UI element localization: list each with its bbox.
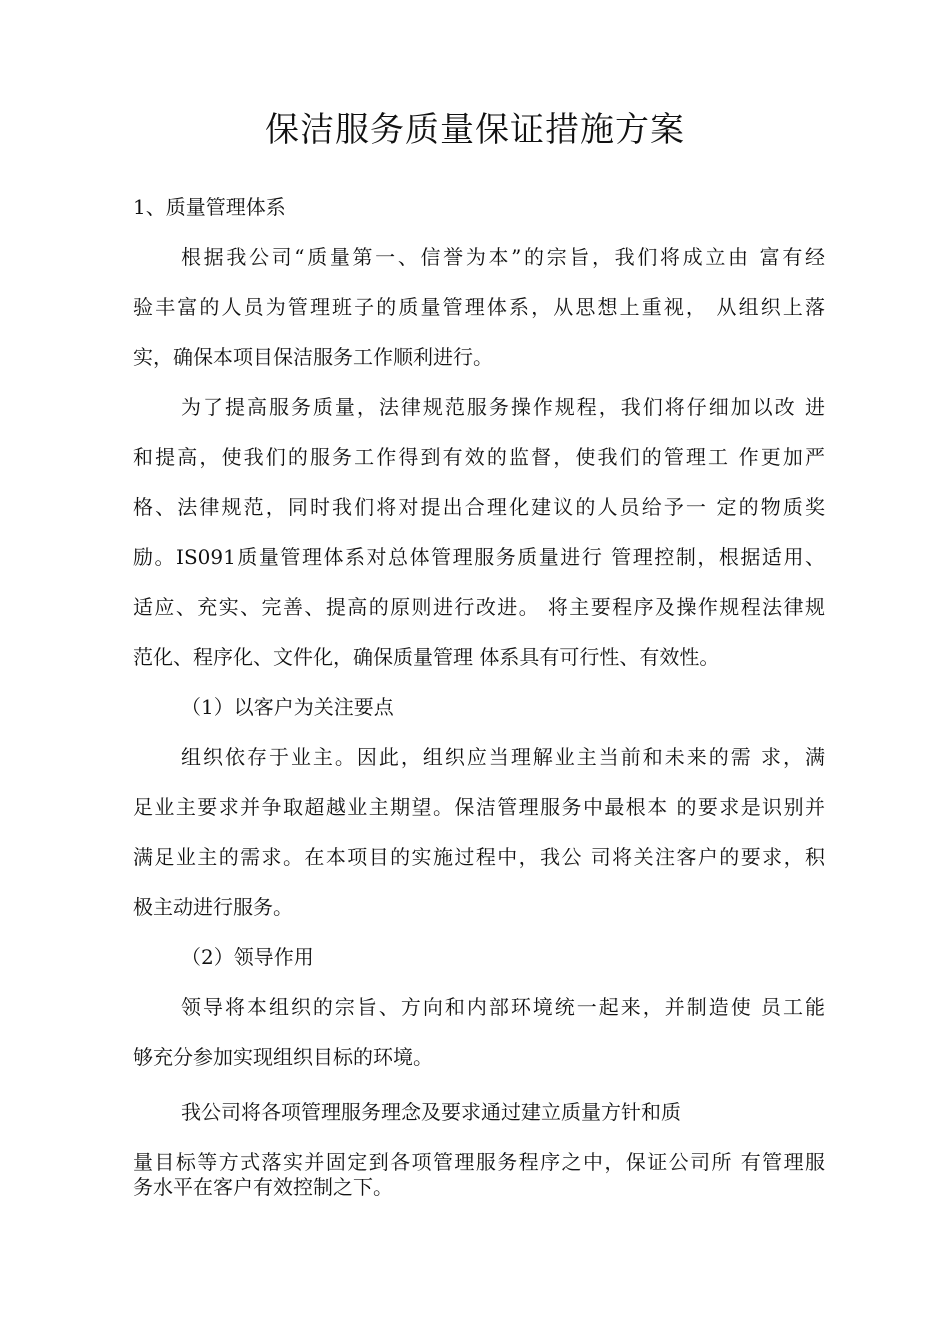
paragraph-line: 务水平在客户有效控制之下。 bbox=[133, 1175, 393, 1199]
paragraph-line: 范化、程序化、文件化，确保质量管理 体系具有可行性、有效性。 bbox=[133, 645, 720, 669]
paragraph-line: 足业主要求并争取超越业主期望。保洁管理服务中最根本 的要求是识别并 bbox=[133, 795, 825, 819]
paragraph-line: 量目标等方式落实并固定到各项管理服务程序之中，保证公司所 有管理服 bbox=[133, 1150, 825, 1174]
paragraph-line: 和提高，使我们的服务工作得到有效的监督，使我们的管理工 作更加严 bbox=[133, 445, 825, 469]
paragraph-line: 领导将本组织的宗旨、方向和内部环境统一起来，并制造使 员工能 bbox=[181, 995, 825, 1019]
subheading-customer-focus: （1）以客户为关注要点 bbox=[181, 695, 394, 719]
paragraph-line: 我公司将各项管理服务理念及要求通过建立质量方针和质 bbox=[181, 1100, 681, 1124]
paragraph-line: 够充分参加实现组织目标的环境。 bbox=[133, 1045, 433, 1069]
paragraph-line: 极主动进行服务。 bbox=[133, 895, 293, 919]
subheading-leadership: （2）领导作用 bbox=[181, 945, 314, 969]
document-title: 保洁服务质量保证措施方案 bbox=[265, 110, 685, 150]
paragraph-line: 励。IS091质量管理体系对总体管理服务质量进行 管理控制，根据适用、 bbox=[133, 545, 825, 569]
paragraph-line: 验丰富的人员为管理班子的质量管理体系，从思想上重视， 从组织上落 bbox=[133, 295, 825, 319]
paragraph-line: 实，确保本项目保洁服务工作顺利进行。 bbox=[133, 345, 493, 369]
paragraph-line: 为了提高服务质量，法律规范服务操作规程，我们将仔细加以改 进 bbox=[181, 395, 825, 419]
paragraph-line: 组织依存于业主。因此，组织应当理解业主当前和未来的需 求，满 bbox=[181, 745, 825, 769]
section-heading-quality-system: 1、质量管理体系 bbox=[133, 195, 286, 219]
paragraph-line: 适应、充实、完善、提高的原则进行改进。 将主要程序及操作规程法律规 bbox=[133, 595, 825, 619]
paragraph-line: 满足业主的需求。在本项目的实施过程中，我公 司将关注客户的要求，积 bbox=[133, 845, 825, 869]
paragraph-line: 根据我公司“质量第一、信誉为本”的宗旨，我们将成立由 富有经 bbox=[181, 245, 825, 269]
paragraph-line: 格、法律规范，同时我们将对提出合理化建议的人员给予一 定的物质奖 bbox=[133, 495, 825, 519]
